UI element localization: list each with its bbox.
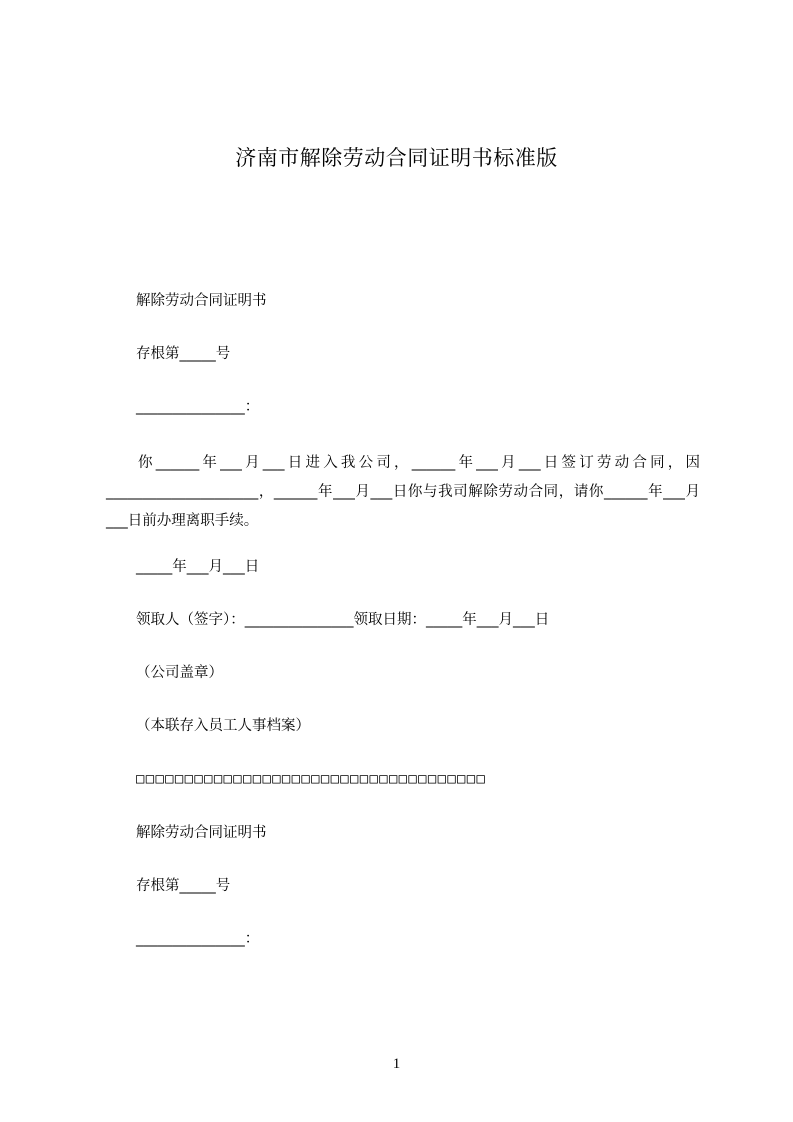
section-heading-repeat: 解除劳动合同证明书 bbox=[136, 825, 267, 841]
stub-number-line: 存根第_____号 bbox=[136, 346, 231, 362]
recipient-blank-line: _______________： bbox=[136, 399, 260, 415]
receiver-signature-line: 领取人（签字）：_______________领取日期：_____年___月___日 bbox=[136, 612, 550, 628]
placeholder-box-row: □□□□□□□□□□□□□□□□□□□□□□□□□□□□□□□□□□□□ bbox=[136, 771, 487, 787]
page-number: 1 bbox=[392, 1056, 401, 1072]
company-seal-note: （公司盖章） bbox=[136, 665, 223, 681]
body-paragraph: 你______年___月___日进入我公司，______年___月___日签订劳动合同，因_____________________，______年___月___日你与我司解除劳动合同，请你______年___月___日前办理离职手续。 bbox=[106, 455, 700, 529]
recipient-blank-line-repeat: _______________： bbox=[136, 931, 260, 947]
archive-note: （本联存入员工人事档案） bbox=[136, 718, 310, 734]
section-heading: 解除劳动合同证明书 bbox=[136, 293, 267, 309]
stub-number-line-repeat: 存根第_____号 bbox=[136, 878, 231, 894]
document-title: 济南市解除劳动合同证明书标准版 bbox=[235, 146, 558, 170]
date-line: _____年___月___日 bbox=[136, 559, 260, 575]
